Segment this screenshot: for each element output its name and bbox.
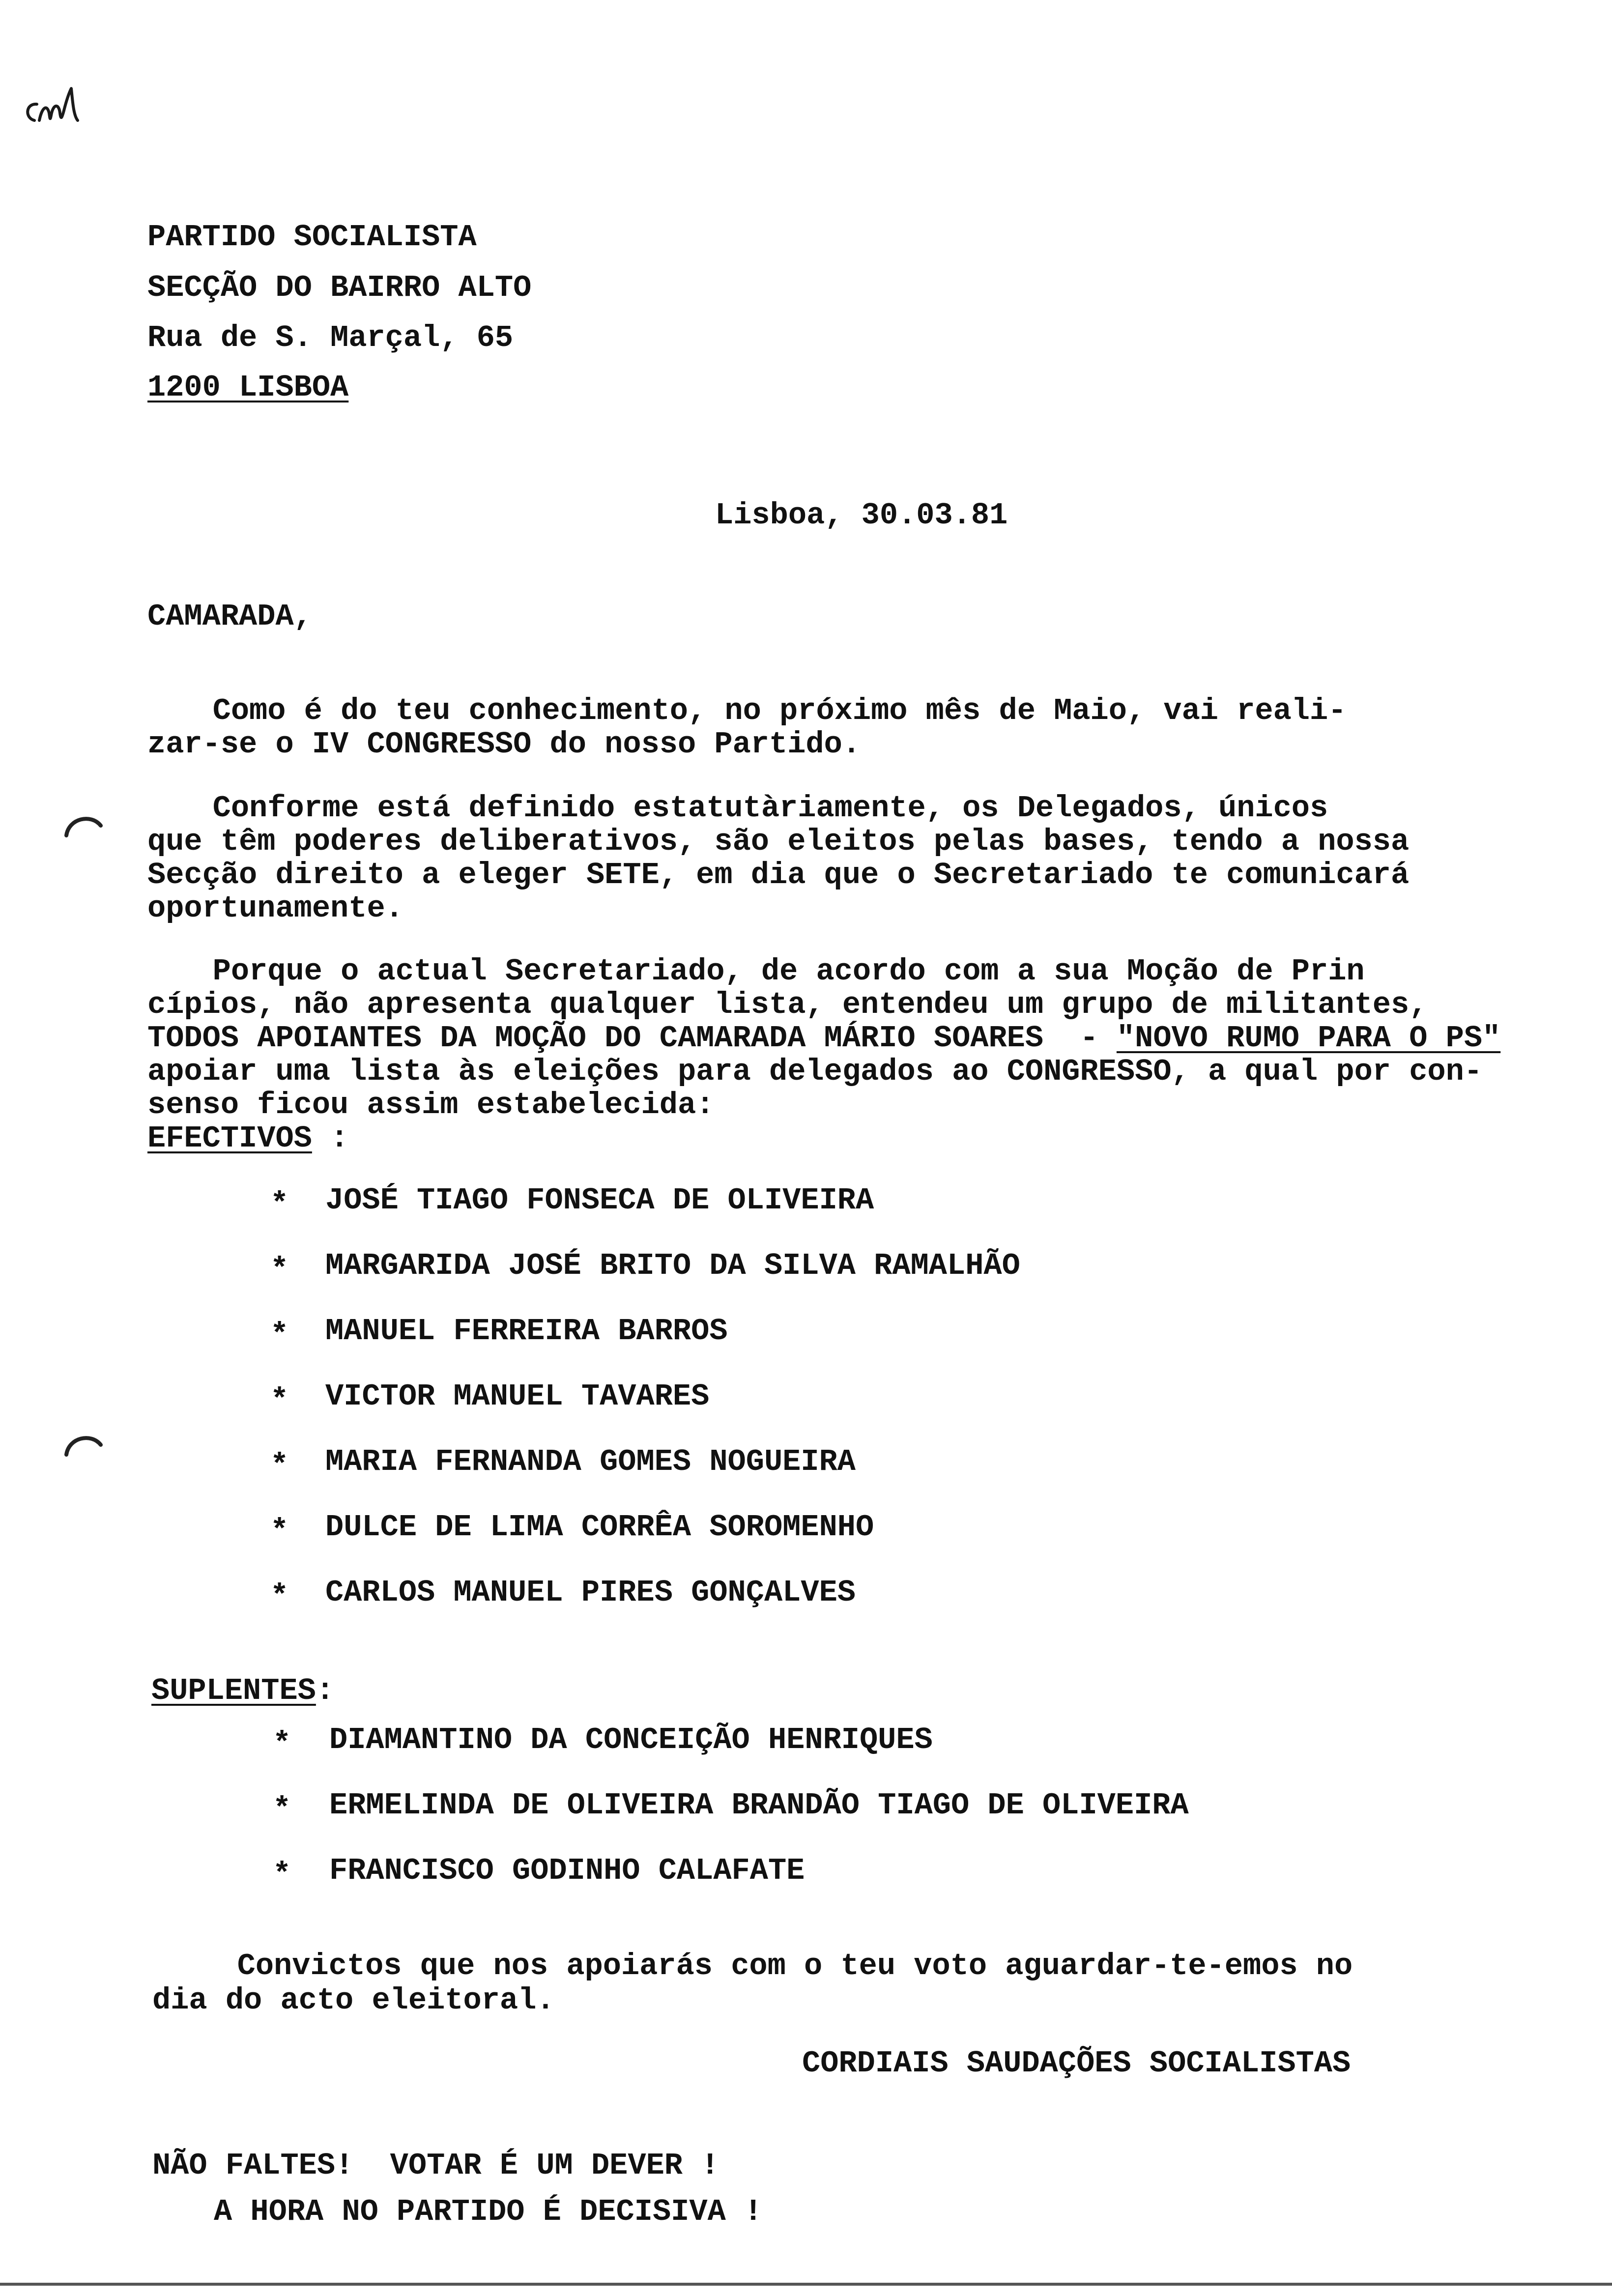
paragraph-1-line-2: zar-se o IV CONGRESSO do nosso Partido. (147, 727, 861, 762)
sender-section: SECÇÃO DO BAIRRO ALTO (147, 270, 532, 305)
paragraph-2-line-3: Secção direito a eleger SETE, em dia que o Secretariado te comunicará (147, 858, 1410, 892)
salutation: CAMARADA, (147, 599, 312, 634)
bullet-icon: * (270, 1448, 289, 1483)
paragraph-3-line-3 (147, 1023, 1500, 1054)
list-item: ERMELINDA DE OLIVEIRA BRANDÃO TIAGO DE OLIVEIRA (329, 1788, 1189, 1823)
letter-date: Lisboa, 30.03.81 (715, 498, 1008, 533)
bullet-icon: * (273, 1726, 291, 1761)
sender-name: PARTIDO SOCIALISTA (147, 220, 477, 255)
efectivos-heading-label: EFECTIVOS (147, 1121, 312, 1156)
closing-line-1: Convictos que nos apoiarás com o teu voto aguardar-te-emos no (91, 1949, 1353, 1983)
closing-line-2: dia do acto eleitoral. (152, 1983, 555, 2018)
list-item: VICTOR MANUEL TAVARES (325, 1379, 710, 1414)
handwritten-initials (20, 74, 118, 138)
paragraph-3-line-4: apoiar uma lista às eleições para delegados ao CONGRESSO, a qual por con- (147, 1054, 1483, 1089)
bottom-edge-line (0, 2283, 1612, 2286)
bullet-icon: * (270, 1383, 289, 1418)
suplentes-heading-label: SUPLENTES (151, 1673, 316, 1708)
list-item: MANUEL FERREIRA BARROS (325, 1314, 728, 1349)
paragraph-3-line-2: cípios, não apresenta qualquer lista, entendeu um grupo de militantes, (147, 987, 1428, 1022)
paragraph-3-line-1: Porque o actual Secretariado, de acordo com a sua Moção de Prin (66, 954, 1365, 989)
paragraph-3-line-5: senso ficou assim estabelecida: (147, 1088, 715, 1122)
list-item: CARLOS MANUEL PIRES GONÇALVES (325, 1575, 856, 1610)
valediction: CORDIAIS SAUDAÇÕES SOCIALISTAS (802, 2046, 1351, 2081)
bullet-icon: * (270, 1514, 289, 1549)
bullet-icon: * (270, 1318, 289, 1352)
footer-slogan-1: NÃO FALTES! VOTAR É UM DEVER ! (152, 2148, 720, 2183)
list-item: MARGARIDA JOSÉ BRITO DA SILVA RAMALHÃO (325, 1248, 1020, 1283)
list-item: DULCE DE LIMA CORRÊA SOROMENHO (325, 1510, 874, 1545)
bullet-icon: * (273, 1857, 291, 1892)
suplentes-heading (151, 1673, 335, 1708)
paragraph-3-line-3-text: TODOS APOIANTES DA MOÇÃO DO CAMARADA MÁRIO SOARES - (147, 1021, 1117, 1056)
efectivos-heading (147, 1123, 348, 1154)
paragraph-1-line-1: Como é do teu conhecimento, no próximo mês de Maio, vai reali- (66, 693, 1347, 728)
bullet-icon: * (270, 1187, 289, 1222)
suplentes-heading-suffix: : (316, 1673, 335, 1708)
list-item: MARIA FERNANDA GOMES NOGUEIRA (325, 1444, 856, 1479)
list-item: FRANCISCO GODINHO CALAFATE (329, 1853, 805, 1888)
motion-title: "NOVO RUMO PARA O PS" (1116, 1021, 1501, 1056)
list-item: DIAMANTINO DA CONCEIÇÃO HENRIQUES (329, 1722, 933, 1757)
bullet-icon: * (270, 1252, 289, 1287)
bullet-icon: * (270, 1579, 289, 1614)
list-item: JOSÉ TIAGO FONSECA DE OLIVEIRA (325, 1183, 874, 1218)
paragraph-2-line-4: oportunamente. (147, 891, 403, 926)
margin-mark-bottom (61, 1425, 106, 1464)
paragraph-2-line-1: Conforme está definido estatutàriamente, os Delegados, únicos (66, 791, 1328, 826)
paragraph-2-line-2: que têm poderes deliberativos, são eleitos pelas bases, tendo a nossa (147, 824, 1410, 859)
efectivos-heading-suffix: : (312, 1121, 349, 1156)
bullet-icon: * (273, 1792, 291, 1827)
sender-street: Rua de S. Marçal, 65 (147, 320, 514, 355)
footer-slogan-2: A HORA NO PARTIDO É DECISIVA ! (214, 2194, 763, 2229)
sender-city: 1200 LISBOA (147, 370, 349, 405)
